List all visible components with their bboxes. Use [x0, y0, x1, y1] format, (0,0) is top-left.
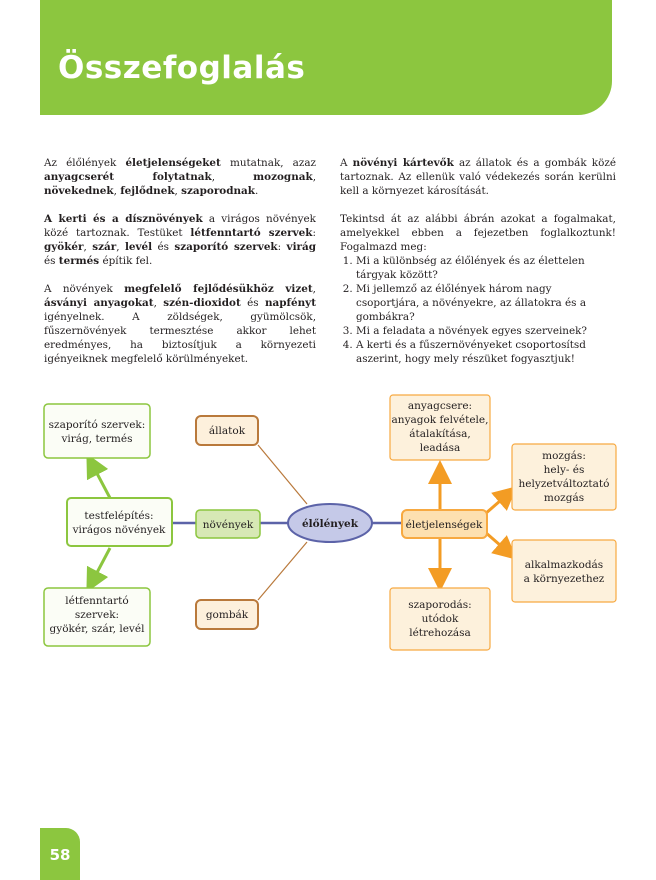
bold-term: levél: [124, 241, 153, 253]
node-alkalmazkodas: [512, 540, 616, 602]
svg-text:életjelenségek: életjelenségek: [405, 519, 483, 531]
svg-text:testfelépítés:: testfelépítés:: [84, 510, 154, 522]
text-run: az állatok és a gombák közé tartoznak. Az ellenük való védekezés során kerülni kell a környezet károsítását.: [340, 157, 616, 197]
text-run: Az élőlények: [44, 157, 126, 169]
text-run: .: [255, 185, 259, 197]
svg-text:hely- és: hely- és: [543, 464, 585, 476]
node-mozgas: [512, 444, 616, 510]
bold-term: szaporodnak: [181, 185, 255, 197]
bold-term: szén-dioxidot: [163, 297, 241, 309]
bold-term: virág: [286, 241, 316, 253]
arrow-to-letfenntarto: [92, 548, 110, 582]
question-item: 3. Mi a feladata a növények egyes szerveinek?: [356, 324, 616, 338]
text-run: ,: [211, 171, 254, 183]
node-novenyek: [196, 510, 260, 538]
node-gombak: [196, 600, 258, 629]
node-elolenyek: [288, 504, 372, 542]
concept-map: [40, 390, 620, 664]
paragraph-instructions: Tekintsd át az alábbi ábrán azokat a fogalmakat, amelyekkel ebben a fejezetben foglalkoztunk! Fogalmazd meg:: [340, 213, 616, 253]
bold-term: létfenntartó szervek: [190, 227, 313, 239]
svg-text:utódok: utódok: [421, 613, 459, 625]
text-run: ,: [113, 185, 121, 197]
bold-term: napfényt: [264, 297, 316, 309]
question-list: [340, 254, 616, 366]
arrow-to-mozgas: [485, 494, 508, 514]
svg-text:a környezethez: a környezethez: [523, 573, 605, 585]
svg-text:anyagcsere:: anyagcsere:: [407, 400, 473, 412]
right-column: [340, 156, 616, 366]
text-run: ,: [83, 241, 93, 253]
question-item: 4. A kerti és a fűszernövényeket csoportosítsd aszerint, hogy mely részüket fogyasztjuk!: [356, 338, 616, 366]
text-run: ,: [174, 185, 182, 197]
node-anyagcsere: [390, 395, 490, 460]
svg-text:helyzetváltoztató: helyzetváltoztató: [518, 478, 610, 490]
svg-text:szaporodás:: szaporodás:: [408, 599, 472, 611]
bold-term: növényi kártevők: [352, 157, 454, 169]
bold-term: szár: [92, 241, 117, 253]
page-number: 58: [49, 846, 71, 864]
bold-term: termés: [58, 255, 100, 267]
svg-text:virágos növények: virágos növények: [72, 524, 166, 536]
bold-term: életjelenségeket: [125, 157, 221, 169]
link-center-allatok: [258, 445, 307, 504]
text-run: A: [340, 157, 353, 169]
text-run: ,: [312, 283, 316, 295]
svg-text:virág, termés: virág, termés: [61, 433, 133, 445]
text-run: építik fel.: [99, 255, 153, 267]
text-run: és: [44, 255, 59, 267]
bold-term: anyagcserét folytatnak: [44, 171, 212, 183]
paragraph-life-phenomena: [44, 156, 316, 198]
node-eletjelensegek: [402, 510, 487, 538]
left-column: [44, 156, 316, 380]
svg-text:átalakítása,: átalakítása,: [409, 428, 471, 440]
svg-text:gyökér, szár, levél: gyökér, szár, levél: [49, 623, 145, 635]
page-number-tab: [40, 828, 80, 880]
link-center-gombak: [258, 542, 307, 600]
bold-term: gyökér: [44, 241, 84, 253]
svg-text:létfenntartó: létfenntartó: [65, 595, 129, 607]
bold-term: növekednek: [44, 185, 114, 197]
paragraph-garden-plants: [44, 212, 316, 268]
svg-text:szaporító szervek:: szaporító szervek:: [48, 419, 146, 431]
bold-term: ásványi anyagokat: [44, 297, 154, 309]
bold-term: szaporító szervek: [174, 241, 278, 253]
text-run: és: [240, 297, 265, 309]
text-run: ,: [312, 171, 316, 183]
paragraph-pests: [340, 156, 616, 198]
node-allatok: [196, 416, 258, 445]
svg-text:szervek:: szervek:: [74, 609, 120, 621]
svg-text:alkalmazkodás: alkalmazkodás: [524, 559, 604, 571]
question-item: 1. Mi a különbség az élőlények és az élettelen tárgyak között?: [356, 254, 616, 282]
arrow-to-szaporito: [92, 464, 110, 498]
svg-text:gombák: gombák: [205, 609, 249, 621]
svg-text:mozgás:: mozgás:: [542, 450, 586, 462]
question-item: 2. Mi jellemző az élőlények három nagy csoportjára, a növényekre, az állatokra és a gombákra?: [356, 282, 616, 324]
text-run: :: [312, 227, 317, 239]
arrow-to-alkalmazkodas: [485, 532, 508, 552]
svg-text:létrehozása: létrehozása: [409, 627, 471, 639]
svg-text:leadása: leadása: [419, 442, 461, 454]
svg-text:mozgás: mozgás: [543, 492, 585, 504]
concept-map-svg: [40, 390, 620, 660]
text-run: :: [277, 241, 287, 253]
svg-text:élőlények: élőlények: [301, 518, 359, 530]
bold-term: mozognak: [253, 171, 313, 183]
text-run: a virágos növények közé tartoznak. Testüket: [44, 213, 316, 239]
node-szaporodas: [390, 588, 490, 650]
text-run: mutatnak, azaz: [220, 157, 316, 169]
bold-term: fejlődnek: [120, 185, 175, 197]
svg-text:anyagok felvétele,: anyagok felvétele,: [391, 414, 489, 426]
text-run: ,: [153, 297, 164, 309]
text-run: ,: [116, 241, 125, 253]
text-run: igényelnek. A zöldségek, gyümölcsök, fűszernövények termesztése akkor lehet eredményes, ha biztosítjuk a környezeti igényeiknek megfelelő körülményeket.: [44, 311, 316, 365]
text-run: A növények: [44, 283, 125, 295]
svg-text:növények: növények: [202, 519, 254, 531]
bold-term: A kerti és a dísznövények: [44, 213, 203, 225]
bold-term: megfelelő fejlődésükhöz vizet: [124, 283, 313, 295]
svg-text:állatok: állatok: [208, 425, 246, 437]
node-szaporito-szervek: [44, 404, 150, 458]
paragraph-plant-needs: [44, 282, 316, 366]
text-run: és: [152, 241, 175, 253]
node-letfenntarto-szervek: [44, 588, 150, 646]
page-title: Összefoglalás: [58, 50, 306, 86]
node-testfelepites: [67, 498, 172, 546]
